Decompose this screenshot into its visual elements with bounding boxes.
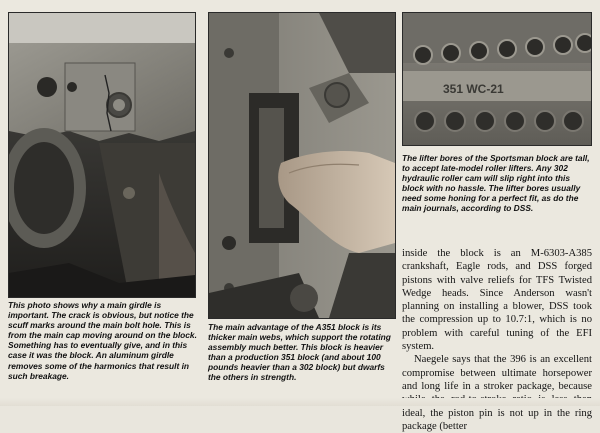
- body-paragraph-2: Naegele says that the 396 is an excellent compromise between ultimate horsepower and long life in a stroker package, because ideal, the piston pin is not up in the ring package (better: [402, 354, 592, 432]
- cast-number-text: 351 WC-21: [443, 82, 504, 96]
- column-middle: [204, 0, 398, 406]
- caption-photo2-text: The main advantage of the A351 block is its thicker main webs, which support the rotating assembly much better. This block is heavier than a production 351 block (and about 100 pounds heavier than a 302 block) but dwarfs the others in strength.: [208, 322, 391, 383]
- photo-cracked-block-image: [9, 13, 195, 297]
- page-bottom-edge: [0, 398, 600, 406]
- caption-photo3: [402, 153, 592, 214]
- photo-cracked-block: [8, 12, 196, 298]
- column-left: [8, 0, 200, 406]
- caption-photo2: [208, 322, 398, 383]
- body-paragraph-1: inside the block is an M-6303-A385 crankshaft, Eagle rods, and DSS forged pistons with valve reliefs for TFS Twisted Wedge heads. Since Anderson wasn't planning on installing a blower, DSS took the compression up to 10.7:1, which is no problem with careful tuning of the EFI system.: [402, 248, 592, 353]
- photo-main-webs: [208, 12, 396, 319]
- photo-lifter-bores: [402, 12, 592, 146]
- caption-photo1: [8, 300, 198, 381]
- caption-photo1-text: This photo shows why a main girdle is important. The crack is obvious, but notice the scuff marks around the main bolt hole. This is from the main cap moving around on the block. Something has to eventually give, and in this case it was the block. An aluminum girdle removes some of the harmonics that result in such breakage.: [8, 300, 197, 381]
- photo-lifter-bores-image: [403, 13, 591, 145]
- column-right: [400, 0, 596, 432]
- caption-photo3-text: The lifter bores of the Sportsman block are tall, to accept late-model roller lifters. Any 302 hydraulic roller cam will slip right into this block with no hassle. The lifter bores usually need some honing for a perfect fit, as do the main journals, according to DSS.: [402, 153, 590, 214]
- photo-main-webs-image: [209, 13, 395, 318]
